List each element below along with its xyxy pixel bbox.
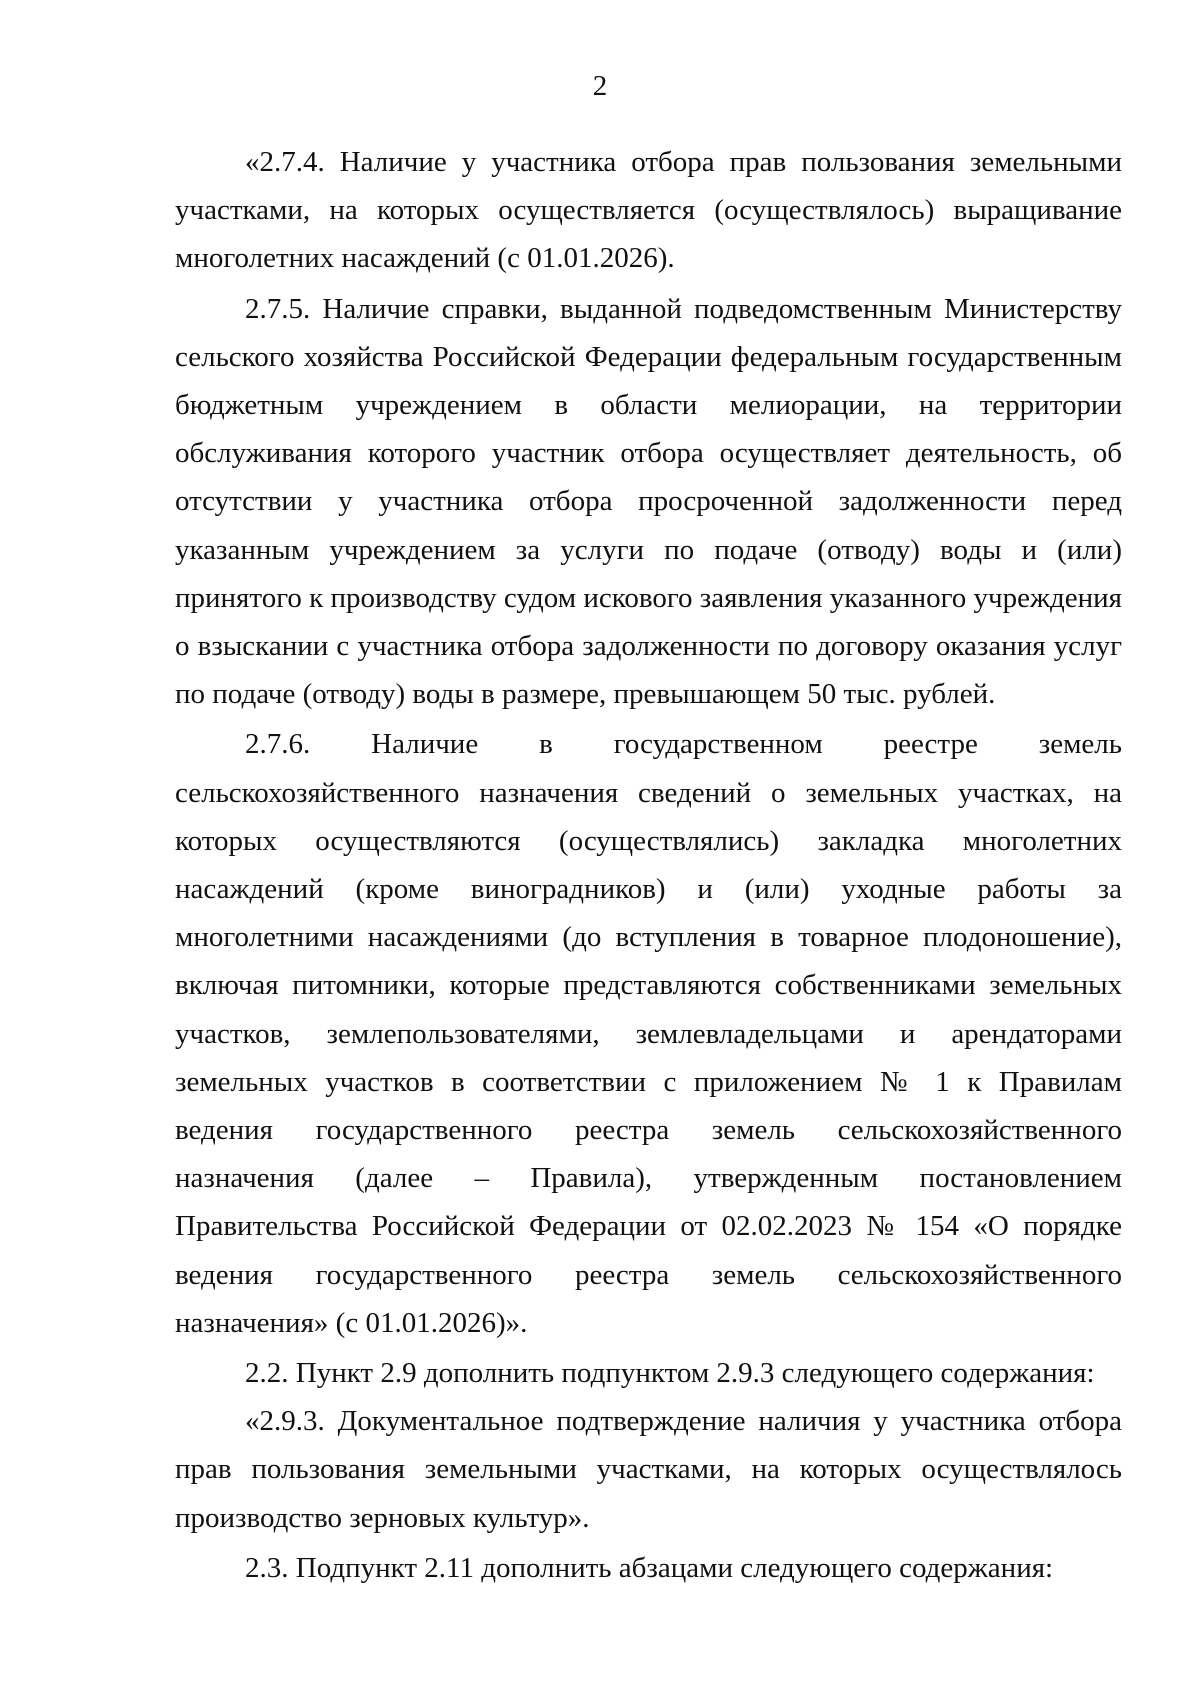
page-number: 2 [592,70,608,102]
paragraph-2-7-5: 2.7.5. Наличие справки, выданной подведомственным Министерству сельского хозяйства Российской Федерации федеральным государственным бюджетным учреждением в области мелиорации, на территории обслуживания которого участник отбора осуществляет деятельность, об отсутствии у участника отбора просроченной задолженности перед указанным учреждением за услуги по подаче (отводу) воды и (или) принятого к производству судом искового заявления указанного учреждения о взыскании с участника отбора задолженности по договору оказания услуг по подаче (отводу) воды в размере, превышающем 50 тыс. рублей. [175,292,1123,711]
paragraph-2-9-3: «2.9.3. Документальное подтверждение наличия у участника отбора прав пользования земельными участками, на которых осуществлялось производство зерновых культур». [175,1405,1122,1534]
paragraph-2-7-6: 2.7.6. Наличие в государственном реестре земель сельскохозяйственного назначения сведений о земельных участках, на которых осуществляются (осуществлялись) закладка многолетних насаждений (кроме виноградников) и (или) уходные работы за многолетними насаждениями (до вступления в товарное плодоношение), включая питомники, которые представляются собственниками земельных участков, землепользователями, землевладельцами и арендаторами земельных участков в соответствии с приложением № 1 к Правилам ведения государственного реестра земель сельскохозяйственного назначения (далее – Правила), утвержденным постановлением Правительства Российской Федерации от 02.02.2023 № 154 «О порядке ведения государственного реестра земель сельскохозяйственного назначения» (с 01.01.2026)». [175,728,1122,1339]
paragraph-2-7-4: «2.7.4. Наличие у участника отбора прав пользования земельными участками, на которых осуществляется (осуществлялось) выращивание многолетних насаждений (с 01.01.2026). [175,146,1122,275]
document-body [175,138,1122,1592]
paragraph-2-3: 2.3. Подпункт 2.11 дополнить абзацами следующего содержания: [245,1551,1054,1584]
paragraph-2-2: 2.2. Пункт 2.9 дополнить подпунктом 2.9.3 следующего содержания: [245,1357,1095,1390]
